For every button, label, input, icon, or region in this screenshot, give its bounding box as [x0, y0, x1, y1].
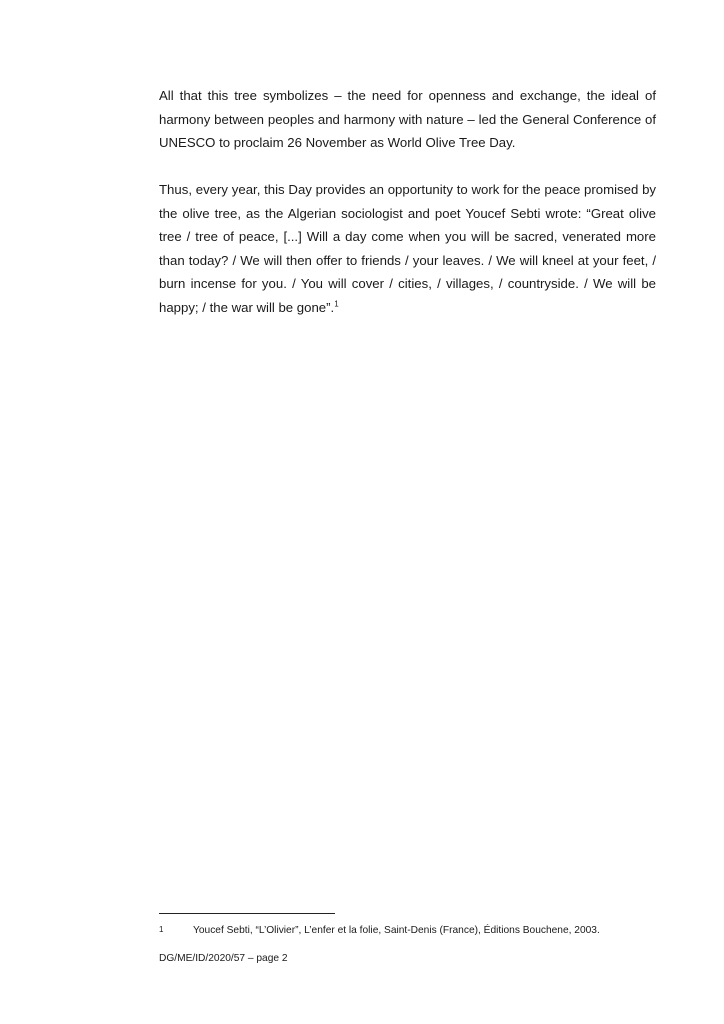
footnote-separator — [159, 913, 335, 914]
body-paragraph-2-text: Thus, every year, this Day provides an opportunity to work for the peace promised by the olive tree, as the Algerian sociologist and poet Youcef Sebti wrote: “Great olive tree / tree of peace, [...] Will a day come when you will be sacred, venerated more than today? / We will then offer to friends / your leaves. / We will kneel at your feet, / burn incense for you. / You will cover / cities, / villages, / countryside. / We will be happy; / the war will be gone”. — [159, 182, 656, 315]
footnote-text: Youcef Sebti, “L’Olivier”, L’enfer et la folie, Saint-Denis (France), Éditions Bouchene, 2003. — [193, 925, 600, 936]
body-paragraph-1: All that this tree symbolizes – the need for openness and exchange, the ideal of harmony between peoples and harmony with nature – led the General Conference of UNESCO to proclaim 26 November as World Olive Tree Day. — [159, 88, 656, 150]
footnote-reference[interactable]: 1 — [334, 299, 339, 309]
body-paragraph-2 — [159, 178, 656, 319]
footnote-number: 1 — [159, 925, 164, 934]
footnote — [159, 924, 656, 938]
page-footer-reference: DG/ME/ID/2020/57 – page 2 — [159, 953, 288, 964]
